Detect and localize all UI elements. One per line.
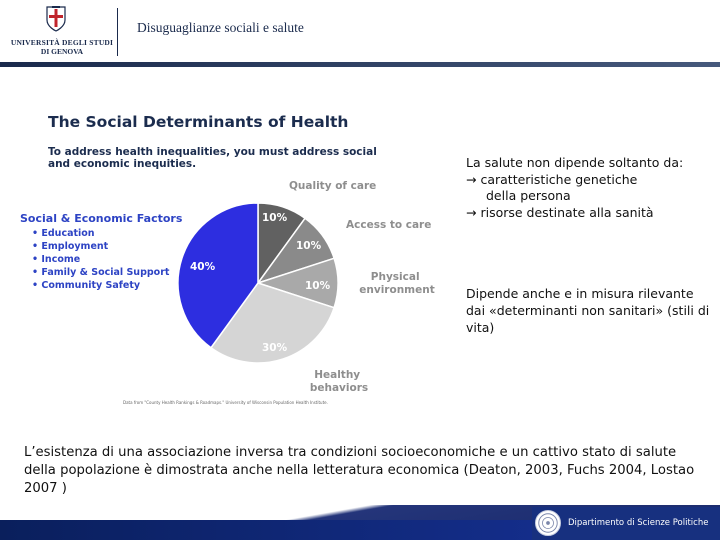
university-city: DI GENOVA xyxy=(40,47,84,56)
slice-value-social: 40% xyxy=(190,261,216,273)
arrow-icon: → xyxy=(466,204,477,220)
department-seal-icon xyxy=(535,510,561,536)
category-quality-of-care: Quality of care xyxy=(289,180,377,192)
factor-item: • Employment xyxy=(32,240,169,253)
category-access-to-care: Access to care xyxy=(346,219,432,231)
slide-title: Disuguaglianze sociali e salute xyxy=(137,20,304,35)
factor-item: • Community Safety xyxy=(32,279,169,292)
factors-title: Social & Economic Factors xyxy=(20,212,183,225)
factor-item: • Education xyxy=(32,227,169,240)
footnote-paragraph: L’esistenza di una associazione inversa tra condizioni socioeconomiche e un cattivo stato di salute della popolazione è dimostrata anche nella letteratura economica (Deaton, 2003, Fuchs 2004, Lostao 2007 ) xyxy=(24,445,695,496)
slice-value-access: 10% xyxy=(296,240,322,252)
factor-item: • Family & Social Support xyxy=(32,266,169,279)
figure-subtitle: To address health inequalities, you must address social and economic inequities. xyxy=(48,146,377,170)
slice-value-physical: 10% xyxy=(305,280,331,292)
slice-value-behaviors: 30% xyxy=(262,342,288,354)
side-bullet-1: caratteristiche genetiche xyxy=(480,171,638,187)
factor-item: • Income xyxy=(32,253,169,266)
university-name: UNIVERSITÀ DEGLI STUDI xyxy=(10,38,114,47)
side-paragraph-2: Dipende anche e in misura rilevante dai «determinanti non sanitari» (stili di vita) xyxy=(466,286,710,335)
figure-title: The Social Determinants of Health xyxy=(48,113,349,131)
category-physical-environment: Physical environment xyxy=(359,271,435,296)
arrow-icon: → xyxy=(466,171,477,187)
side-paragraph-1 xyxy=(466,155,706,221)
slice-value-quality: 10% xyxy=(262,212,288,224)
category-healthy-behaviors: Healthy behaviors xyxy=(309,369,369,394)
side-bullet-1-cont: della persona xyxy=(486,188,571,203)
source-note: Data from "County Health Rankings & Roadmaps." University of Wisconsin Population Health Institute. xyxy=(123,400,328,405)
side-bullet-2: risorse destinate alla sanità xyxy=(480,204,654,220)
side-intro: La salute non dipende soltanto da: xyxy=(466,155,684,170)
department-label: Dipartimento di Scienze Politiche xyxy=(568,518,709,528)
